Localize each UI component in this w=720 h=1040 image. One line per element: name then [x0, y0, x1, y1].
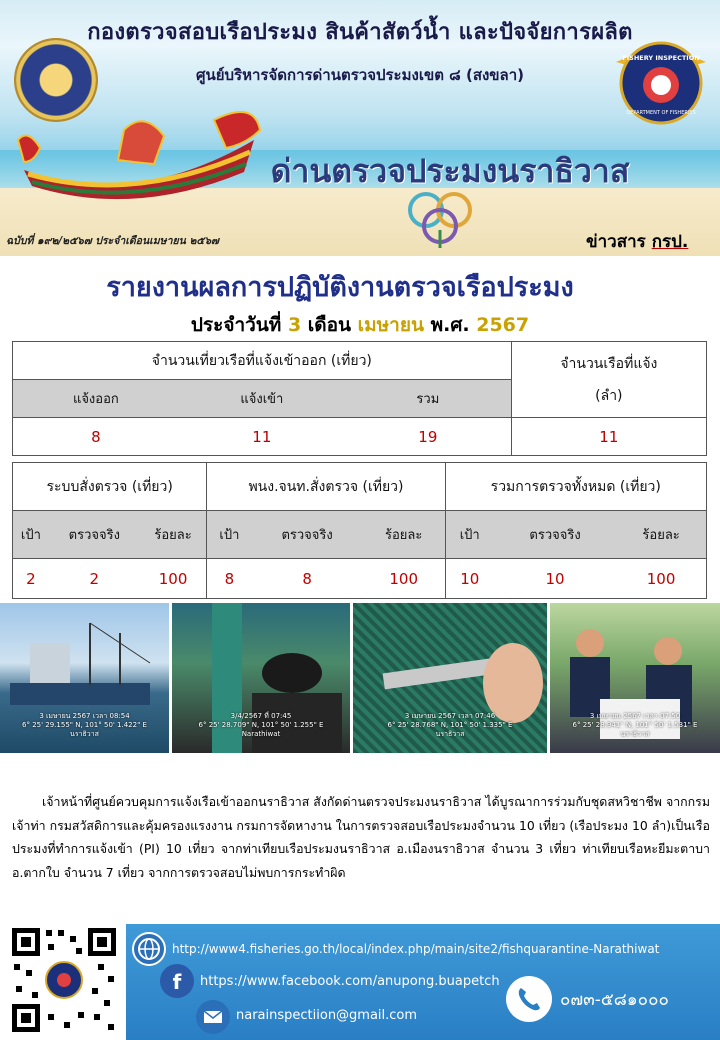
report-day: 3: [287, 314, 302, 336]
total-actual: 10: [494, 559, 616, 599]
photo-net-measurement: [353, 603, 547, 753]
news-label: [586, 228, 688, 255]
report-paragraph: เจ้าหน้าที่ศูนย์ควบคุมการแจ้งเรือเข้าออกนราธิวาส สังกัดด่านตรวจประมงนราธิวาส ได้บูรณาการร่วมกับชุดสหวิชาชีพ จากกรมเจ้าท่า กรมสวัสดิการและคุ้มครองแรงงาน กรมการจัดหางาน ในการตรวจสอบเรือประมงจำนวน 10 เที่ยว (เรือประมง 10 ลำ)เป็นเรือประมงที่ทำการแจ้งเข้า (PI) 10 เที่ยว จากท่าเทียบเรือประมงนราธิวาส อ.เมืองนราธิวาส จำนวน 3 เที่ยว ท่าเทียบเรือหะยีมะตาบา อ.ตากใบ จำนวน 7 เที่ยว จากการตรวจสอบไม่พบการกระทำผิด: [12, 794, 710, 880]
phone-number[interactable]: ๐๗๓-๕๘๑๐๐๐: [560, 990, 669, 1010]
report-month: เมษายน: [357, 314, 424, 336]
boats-header-label: จำนวนเรือที่แจ้ง: [560, 355, 658, 372]
boats-header-unit: (ลำ): [595, 387, 623, 404]
col-percent: ร้อยละ: [363, 511, 445, 559]
col-actual: ตรวจจริง: [49, 511, 140, 559]
system-target: 2: [13, 559, 49, 599]
korlae-boat-illustration: [14, 100, 264, 210]
val-in: 11: [179, 418, 345, 456]
photo-officer-inspecting: [172, 603, 350, 753]
officer-percent: 100: [363, 559, 445, 599]
officer-target: 8: [207, 559, 252, 599]
report-title: รายงานผลการปฏิบัติงานตรวจเรือประมง: [106, 272, 574, 303]
system-percent: 100: [140, 559, 207, 599]
phone-icon: [506, 976, 552, 1022]
total-target: 10: [445, 559, 494, 599]
col-target: เป้า: [13, 511, 49, 559]
inspection-table: [12, 462, 707, 599]
facebook-icon: [160, 964, 194, 998]
email-icon: [196, 1000, 230, 1034]
photo-harbor-boats: [0, 603, 169, 753]
group-header-officer: พนง.จนท.สั่งตรวจ (เที่ยว): [207, 463, 445, 511]
photo-stamp: 3/4/2567 ที่ 07:45 6° 25' 28.709" N, 101° 50' 1.255" E Narathiwat: [198, 712, 324, 738]
total-percent: 100: [616, 559, 706, 599]
banner-subtitle: ศูนย์บริหารจัดการด่านตรวจประมงเขต ๘ (สงขลา): [195, 66, 525, 84]
group-header-total: รวมการตรวจทั้งหมด (เที่ยว): [445, 463, 706, 511]
system-actual: 2: [49, 559, 140, 599]
report-date: [0, 310, 720, 340]
header-banner: [0, 0, 720, 256]
issue-number: ฉบับที่ ๑๙๒/๒๕๖๗ ประจำเดือนเมษายน ๒๕๖๗: [6, 235, 219, 247]
email-link[interactable]: narainspectiion@gmail.com: [236, 1008, 418, 1023]
officer-actual: 8: [251, 559, 362, 599]
col-percent: ร้อยละ: [140, 511, 207, 559]
group-header-system: ระบบสั่งตรวจ (เที่ยว): [13, 463, 207, 511]
col-target: เป้า: [207, 511, 252, 559]
col-percent: ร้อยละ: [616, 511, 706, 559]
val-boats: 11: [511, 418, 706, 456]
qr-code[interactable]: [8, 924, 120, 1036]
banner-title: กองตรวจสอบเรือประมง สินค้าสัตว์น้ำ และปัจจัยการผลิต: [87, 20, 633, 45]
date-prefix: ประจำวันที่: [190, 314, 288, 336]
col-target: เป้า: [445, 511, 494, 559]
trips-header: จำนวนเที่ยวเรือที่แจ้งเข้าออก (เที่ยว): [13, 342, 512, 380]
station-name: ด่านตรวจประมงนราธิวาส: [270, 152, 630, 190]
flower-emblem: [398, 186, 482, 250]
photo-stamp: 3 เมษายน 2567 เวลา 08:54 6° 25' 29.155" N, 101° 50' 1.422" E นราธิวาส: [22, 712, 147, 738]
col-total: รวม: [345, 380, 511, 418]
month-prefix: เดือน: [301, 314, 358, 336]
boats-header: [511, 342, 706, 418]
facebook-link[interactable]: https://www.facebook.com/anupong.buapetch: [200, 974, 500, 989]
fishery-inspection-logo: [614, 40, 708, 126]
col-in: แจ้งเข้า: [179, 380, 345, 418]
val-out: 8: [13, 418, 179, 456]
news-org: กรป.: [651, 232, 689, 252]
col-out: แจ้งออก: [13, 380, 179, 418]
photo-strip: [0, 603, 720, 753]
photo-stamp: 3 เมษายน 2567 เวลา 07:46 6° 25' 28.768" N, 101° 50' 1.335" E นราธิวาส: [387, 712, 513, 738]
year-prefix: พ.ศ.: [423, 314, 477, 336]
photo-stamp: 3 เมษายน 2567 เวลา 07:50 6° 25' 28.941" N, 101° 50' 1.531" E นราธิวาส: [572, 712, 698, 738]
trips-table: [12, 341, 707, 456]
website-link[interactable]: http://www4.fisheries.go.th/local/index.php/main/site2/fishquarantine-Narathiwat: [172, 942, 660, 956]
col-actual: ตรวจจริง: [251, 511, 362, 559]
col-actual: ตรวจจริง: [494, 511, 616, 559]
report-year: 2567: [476, 314, 530, 336]
photo-team-documents: [550, 603, 720, 753]
svg-text:f: f: [172, 970, 182, 994]
logo-text-top: FISHERY INSPECTION: [622, 54, 700, 62]
logo-text-bottom: DEPARTMENT OF FISHERIES: [626, 110, 696, 116]
globe-icon: [132, 932, 166, 966]
val-total: 19: [345, 418, 511, 456]
news-prefix: ข่าวสาร: [586, 232, 652, 252]
